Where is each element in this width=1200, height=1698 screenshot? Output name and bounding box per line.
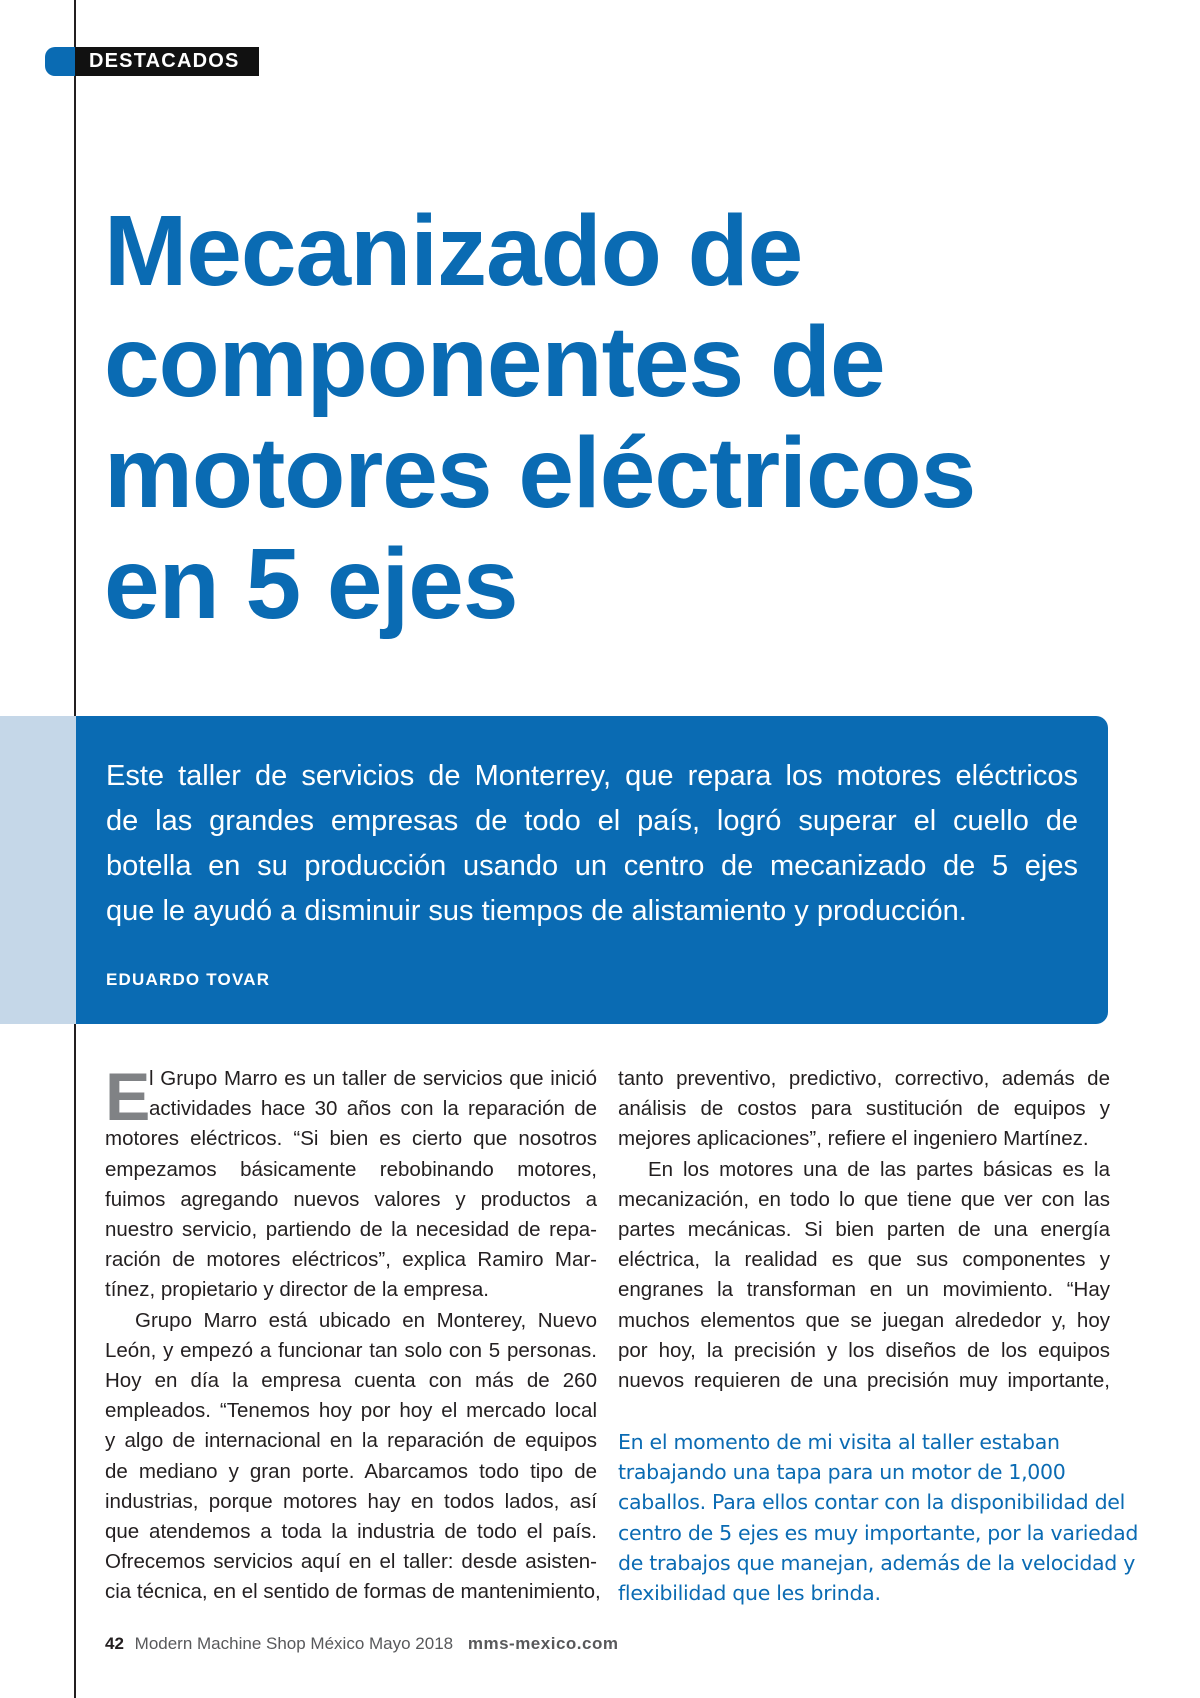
pull-quote-line: flexibilidad que les brinda. [618, 1581, 881, 1606]
lede-line: botella en su producción usando un centro de mecanizado de 5 ejes [106, 850, 1078, 882]
title-line: en 5 ejes [104, 528, 518, 640]
pull-quote [618, 1427, 1139, 1608]
article-title [104, 196, 1144, 640]
drop-cap: E [105, 1059, 151, 1135]
body-line: empezamos básicamente rebobinando motores, [105, 1157, 597, 1181]
pull-quote-line: de trabajos que manejan, además de la velocidad y [618, 1550, 1136, 1575]
lede-line: Este taller de servicios de Monterrey, que repara los motores eléctricos [106, 760, 1078, 792]
lede-side-band [0, 716, 78, 1024]
lede-line: que le ayudó a disminuir sus tiempos de alistamiento y producción. [106, 895, 967, 927]
body-line: mejores aplicaciones”, refiere el ingeniero Martínez. [618, 1127, 1089, 1151]
lede-box [76, 716, 1108, 1024]
pull-quote-line: caballos. Para ellos contar con la disponibilidad del [618, 1490, 1126, 1515]
body-line: Hoy en día la empresa cuenta con más de 260 [105, 1369, 597, 1393]
pull-quote-line: trabajando una tapa para un motor de 1,000 [618, 1460, 1066, 1485]
body-line: industrias, porque motores hay en todos lados, así [105, 1489, 597, 1513]
body-line: mecanización, en todo lo que tiene que ver con las [618, 1187, 1110, 1211]
title-line: motores eléctricos [104, 417, 976, 529]
body-line: motores eléctricos. “Si bien es cierto que nosotros [105, 1127, 597, 1151]
body-line: l Grupo Marro es un taller de servicios que inició [149, 1067, 597, 1090]
body-line: de mediano y gran porte. Abarcamos todo tipo de [105, 1459, 597, 1483]
section-tag-accent [45, 47, 75, 76]
pull-quote-line: centro de 5 ejes es muy importante, por la variedad [618, 1520, 1139, 1545]
body-line: y algo de internacional en la reparación de equipos [105, 1429, 597, 1453]
section-tag-label: DESTACADOS [75, 47, 259, 76]
publication-info: Modern Machine Shop México Mayo 2018 [134, 1634, 454, 1653]
website-url: mms-mexico.com [467, 1634, 619, 1653]
body-column-left [105, 1059, 601, 1608]
body-line: Ofrecemos servicios aquí en el taller: desde asisten- [105, 1550, 597, 1574]
title-line: componentes de [104, 306, 885, 418]
body-line: León, y empezó a funcionar tan solo con 5 personas. [105, 1338, 597, 1362]
body-line: engranes la transforman en un movimiento. “Hay [618, 1278, 1110, 1302]
lede-text [106, 754, 1078, 934]
body-line: tanto preventivo, predictivo, correctivo, además de [618, 1067, 1110, 1090]
pull-quote-line: En el momento de mi visita al taller estaban [618, 1430, 1060, 1454]
body-line: tínez, propietario y director de la empresa. [105, 1278, 489, 1302]
body-line: empleados. “Tenemos hoy por hoy el mercado local [105, 1399, 597, 1423]
body-line: En los motores una de las partes básicas es la [648, 1157, 1110, 1181]
body-line: nuestro servicio, partiendo de la necesidad de repa- [105, 1218, 597, 1242]
body-line: Grupo Marro está ubicado en Monterey, Nuevo [135, 1308, 597, 1332]
body-line: partes mecánicas. Si bien parten de una energía [618, 1218, 1110, 1242]
body-line: que atendemos a toda la industria de todo el país. [105, 1520, 597, 1544]
page-footer [105, 1634, 618, 1654]
body-line: análisis de costos para sustitución de equipos y [618, 1097, 1110, 1121]
body-line: nuevos requieren de una precisión muy importante, [618, 1369, 1110, 1393]
first-paragraph-start [105, 1059, 597, 1135]
body-line: actividades hace 30 años con la reparación de [149, 1097, 597, 1121]
title-line: Mecanizado de [104, 195, 803, 307]
byline: EDUARDO TOVAR [106, 970, 271, 989]
body-column-right [618, 1064, 1110, 1396]
body-line: fuimos agregando nuevos valores y productos a [105, 1187, 597, 1211]
lede-line: de las grandes empresas de todo el país, logró superar el cuello de [106, 805, 1078, 837]
body-line: por hoy, la precisión y los diseños de los equipos [618, 1338, 1110, 1362]
body-line: eléctrica, la realidad es que sus componentes y [618, 1248, 1110, 1272]
body-line: muchos elementos que se juegan alrededor y, hoy [618, 1308, 1110, 1332]
section-tag [45, 47, 259, 76]
body-line: cia técnica, en el sentido de formas de mantenimiento, [105, 1580, 601, 1604]
page-number: 42 [105, 1634, 124, 1653]
body-line: ración de motores eléctricos”, explica Ramiro Mar- [105, 1248, 597, 1272]
